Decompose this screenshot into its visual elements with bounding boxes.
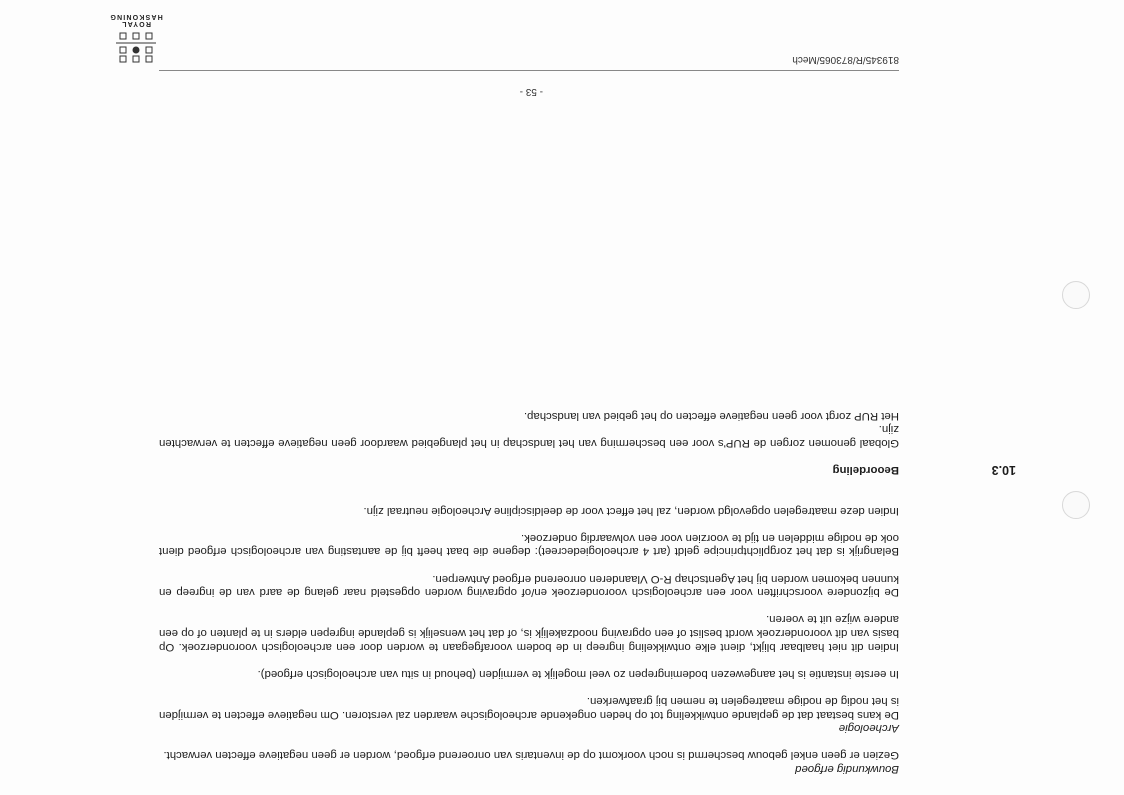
heading-bouwkundig-erfgoed: Bouwkundig erfgoed (795, 763, 899, 775)
section-number: 10.3 (991, 462, 1016, 477)
paragraph-archeologie-4: De bijzondere voorschriften voor een archeologisch vooronderzoek en/of opgraving worden opgesteld naar gelang de aard van de ingreep en kunnen bekomen worden bij het Agentschap R-O Vlaanderen onroerend erfgoed Antwerpen. (159, 572, 899, 599)
page-footer (159, 54, 899, 97)
paragraph-archeologie-3: Indien dit niet haalbaar blijkt, dient elke ontwikkeling ingreep in de bodem voorafgegaan te worden door een archeologisch vooronderzoek. Op basis van dit vooronderzoek wordt beslist of een opgraving noodzakelijk is, of dat het wenselijk is geplande ingrepen elders in te planten of op een andere wijze uit te voeren. (159, 613, 899, 653)
company-logo (96, 13, 176, 63)
paragraph-archeologie-1: De kans bestaat dat de geplande ontwikkeling tot op heden ongekende archeologische waarden zal verstoren. Om negatieve effecten te vermijden is het nodig de nodige maatregelen te nemen bij graafwerken. (159, 695, 899, 721)
punch-hole-top (1062, 491, 1090, 519)
heading-archeologie: Archeologie (838, 722, 899, 735)
paragraph-archeologie-6: Indien deze maatregelen opgevolgd worden, zal het effect voor de deeldiscipline Archeologie neutraal zijn. (363, 504, 899, 517)
paragraph-archeologie-5: Belangrijk is dat het zorgplichtprincipe geldt (art 4 archeologiedecreet): degene die baat heeft bij de aantasting van archeologisch erfgoed dient ook de nodige middelen en tijd te voorzien voor een volwaardig onderzoek. (159, 531, 899, 558)
paragraph-archeologie-2: In eerste instantie is het aangewezen bodemingrepen zo veel mogelijk te vermijden (behoud in situ van archeologisch erfgoed). (257, 667, 899, 680)
section-heading-beoordeling (159, 462, 1016, 477)
paragraph-beoordeling: Globaal genomen zorgen de RUP's voor een bescherming van het landschap in het plangebied waardoor geen negatieve effecten te verwachten zijn. (159, 423, 899, 449)
logo-text: ROYAL HASKONING (109, 13, 163, 27)
paragraph-bouwkundig: Gezien er geen enkel gebouw beschermd is noch voorkomt op de inventaris van onroerend erfgoed, worden er geen negatieve effecten verwacht. (163, 749, 899, 762)
logo-grid-icon (116, 29, 156, 63)
page-number: - 53 - (519, 86, 543, 97)
section-title: Beoordeling (832, 463, 899, 476)
document-code: 819345/R/873065/Mech (792, 54, 899, 65)
document-body (159, 408, 1016, 775)
paragraph-beoordeling-conclusion: Het RUP zorgt voor geen negatieve effecten op het gebied van landschap. (523, 409, 899, 422)
punch-hole-bottom (1062, 281, 1090, 309)
